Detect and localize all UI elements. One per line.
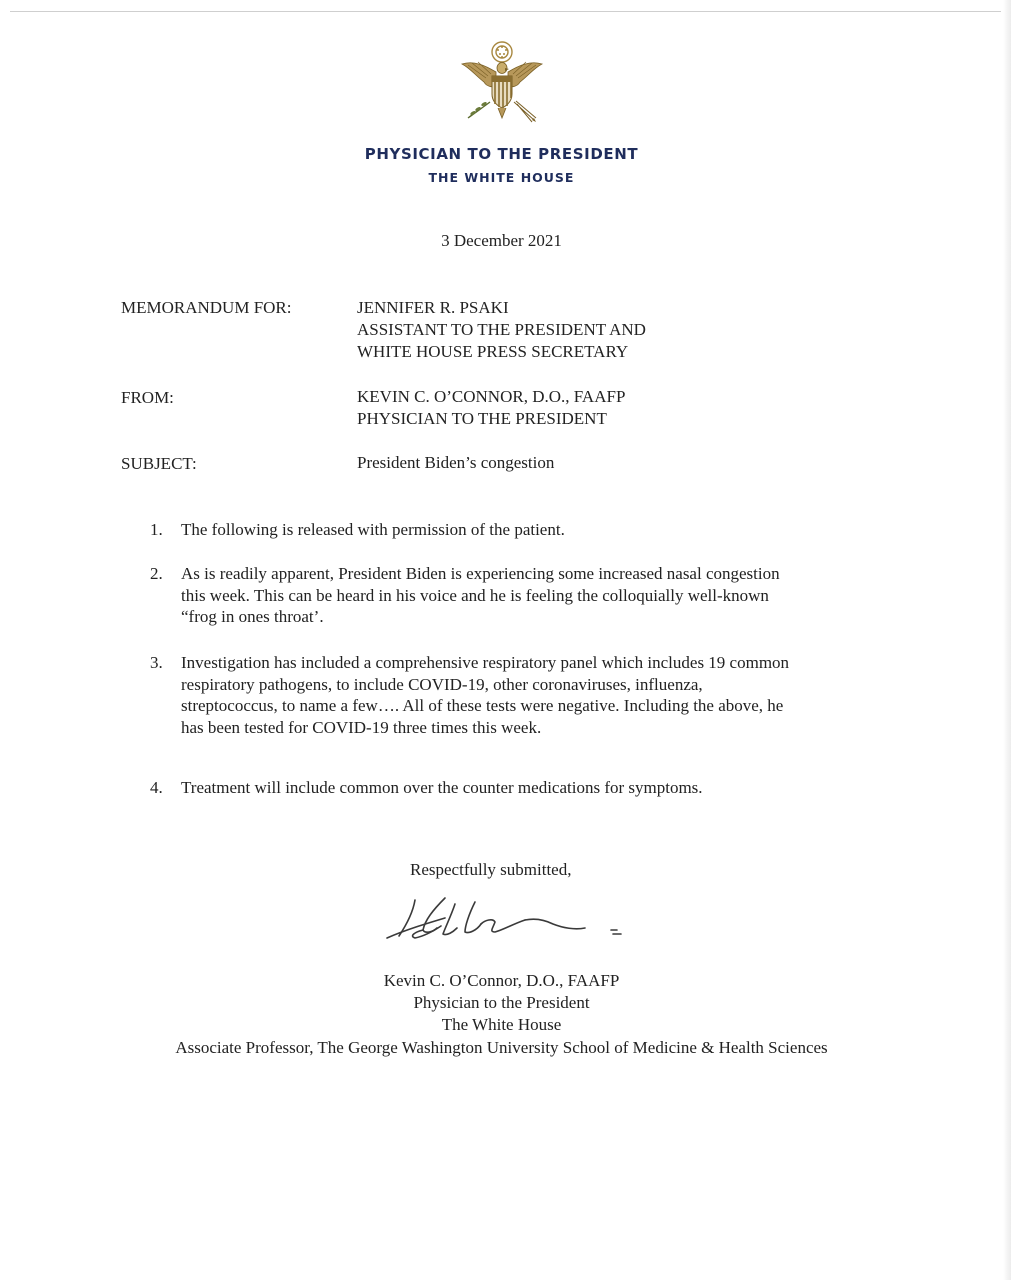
item-2-number: 2. [150,564,163,583]
memo-for-line-2: ASSISTANT TO THE PRESIDENT AND [357,320,646,339]
signer-org: The White House [441,1015,562,1034]
presidential-seal-icon [456,38,548,130]
top-divider [10,11,1001,12]
item-4-text [181,777,896,799]
item-3-line: has been tested for COVID-19 three times this week. [181,717,542,737]
signer-affiliation: Associate Professor, The George Washington University School of Medicine & Health Sciences [175,1038,828,1057]
item-3-line: respiratory pathogens, to include COVID-19, other coronaviruses, influenza, [181,674,703,694]
subject-label: SUBJECT: [121,454,197,473]
item-3-number: 3. [150,653,163,672]
item-3-line: streptococcus, to name a few…. All of these tests were negative. Including the above, he [181,696,784,715]
memo-for-line-3: WHITE HOUSE PRESS SECRETARY [357,342,629,361]
item-4-number: 4. [150,778,163,797]
from-line-1: KEVIN C. O’CONNOR, D.O., FAAFP [357,387,626,406]
memo-date: 3 December 2021 [441,231,562,250]
subject-value: President Biden’s congestion [357,453,555,472]
page-edge-shadow [1003,0,1011,1280]
item-2-line: As is readily apparent, President Biden is experiencing some increased nasal congestion [181,564,780,583]
item-3-text [181,652,896,738]
signature-image [385,890,635,950]
letterhead-subtitle: THE WHITE HOUSE [428,170,575,185]
signer-name: Kevin C. O’Connor, D.O., FAAFP [383,971,620,990]
closing-salutation: Respectfully submitted, [410,860,572,879]
item-2-line: “frog in ones throat’. [181,607,324,626]
item-1-text [181,519,896,541]
signer-title: Physician to the President [413,993,590,1012]
memo-for-line-1: JENNIFER R. PSAKI [357,298,509,317]
item-3-line: Investigation has included a comprehensive respiratory panel which includes 19 common [181,653,790,672]
item-2-line: this week. This can be heard in his voice and he is feeling the colloquially well-known [181,585,769,605]
item-4-line: Treatment will include common over the counter medications for symptoms. [181,778,703,797]
item-1-number: 1. [150,520,163,539]
letterhead-title: PHYSICIAN TO THE PRESIDENT [364,145,639,163]
item-2-text [181,563,896,628]
item-1-line: The following is released with permission of the patient. [181,520,565,539]
memo-for-label: MEMORANDUM FOR: [121,298,292,317]
from-line-2: PHYSICIAN TO THE PRESIDENT [357,409,607,428]
from-label: FROM: [121,388,174,407]
